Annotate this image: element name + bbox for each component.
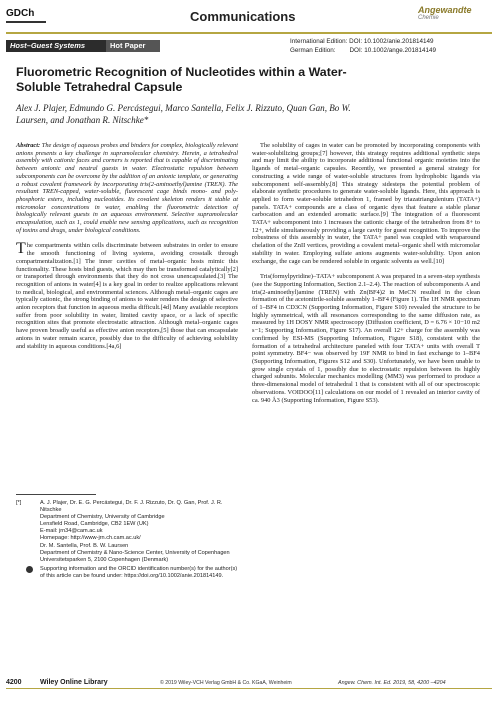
abstract-text: The design of aqueous probes and binders for complex, biologically relevant anions presents a key challenge in supramolecular chemistry. Herein, a tetrahedral assembly with cationic faces and corners is reported that is capable of discriminating between anionic and neutral guests in water. Electrostatic repulsion between subcomponents can be overcome by the addition of an anionic template, or generating a robust covalent framework by incorporating tris(2-aminoethyl)amine (TREN). The resultant TREN-capped, water-soluble, fluorescent cage binds mono- and poly-phosphoric esters, including nucleotides. Its covalent skeleton renders it stable at micromolar concentrations in water, enabling the fluorometric detection of biologically relevant guests in an aqueous environment. Selective supramolecular encapsulation, such as 1, could enable new sensing applications, such as recognition of toxins and drugs, under biological conditions. (16, 142, 238, 234)
body-paragraph-text: he compartments within cells discriminate between substrates in order to ensure the smooth functioning of living systems, avoiding crosstalk through compartmentalization.[1] The inner cavities of metal–organic hosts mimic this functionality. These hosts bind guests, which may then be transformed catalytically[2] or transported through environments that they do not cross unencapsulated.[3] The recognition of anions in water[4] is a key goal in order to realize applications relevant to medical, biological, and environmental sciences. Although metal–organic cages are typically cationic, the strong binding of anions to water renders the design of selective anion receptors that function in aqueous media difficult.[4d] Many available receptors suffer from poor solubility in water, limited cavity space, or a lack of specific recognition sites that promote electrostatic attraction. Although metal–organic cages have proven broadly useful as effective anion receptors,[5] those that can encapsulate anions in water remain scarce, possibly due to the difficulty of achieving solubility and stability in aqueous conditions.[4a,6] (16, 242, 238, 350)
footnote-divider (16, 494, 96, 495)
page-number: 4200 (6, 679, 22, 686)
topic-badge: Host–Guest Systems (6, 40, 106, 52)
affiliation-2-address: Universitetsparken 5, 2100 Copenhagen (Denmark) (40, 556, 169, 563)
orcid-icon (26, 566, 33, 573)
supporting-info-note (16, 566, 238, 580)
body-paragraph (16, 242, 238, 350)
right-column (252, 142, 480, 404)
doi-german[interactable]: German Edition: DOI: 10.1002/ange.201814149 (290, 46, 436, 54)
affiliation-1-homepage[interactable]: Homepage: http://www-jrn.ch.cam.ac.uk/ (40, 535, 141, 542)
doi-info (290, 38, 436, 55)
copyright-notice: © 2019 Wiley-VCH Verlag GmbH & Co. KGaA, Weinheim (160, 680, 292, 686)
affiliation-2-dept: Department of Chemistry & Nano-Science Center, University of Copenhagen (40, 549, 230, 556)
publisher-name[interactable]: Wiley Online Library (40, 679, 108, 686)
drop-cap: T (16, 240, 26, 258)
doi-international[interactable]: International Edition: DOI: 10.1002/anie.201814149 (290, 38, 434, 45)
angewandte-logo (418, 6, 472, 22)
footnote-mark: [*] (16, 500, 22, 506)
left-column (16, 142, 238, 350)
affiliation-1-email[interactable]: E-mail: jrn34@cam.ac.uk (40, 528, 103, 535)
affiliation-2-names: Dr. M. Santella, Prof. B. W. Laursen (40, 542, 129, 549)
header-divider (6, 32, 492, 34)
gdch-logo-underline (6, 21, 46, 23)
abstract (16, 142, 238, 234)
footer-divider (6, 688, 492, 689)
gdch-logo: GDCh (6, 8, 35, 19)
author-list: Alex J. Plajer, Edmundo G. Percástegui, Marco Santella, Felix J. Rizzuto, Quan Gan, Bo W. Laursen, and Jonathan R. Nitschke* (16, 103, 351, 125)
journal-logo-line2: Chemie (418, 15, 439, 21)
article-title: Fluorometric Recognition of Nucleotides within a Water-Soluble Tetrahedral Capsule (16, 65, 347, 94)
abstract-label: Abstract: (16, 142, 41, 149)
affiliations-footnote (16, 500, 238, 580)
affiliation-1-dept: Department of Chemistry, University of Cambridge (40, 514, 165, 521)
body-paragraph: The solubility of cages in water can be promoted by incorporating components with water-solubilizing groups;[7] however, this strategy requires additional synthetic steps and may limit the ability to incorporate additional functional organic moieties into the ligands of metal–organic capsules. Recently, we presented a general strategy for constructing a wide range of water-soluble structures from hydrophobic ligands via subcomponent self-assembly.[8] This strategy sidesteps the potential problem of elaborate synthetic procedures to generate water-soluble ligands. Here, this approach is applied to form water-soluble tetrahedron 1, framed by triazatriangulenium (TATA+) panels. TATA+ compounds are a class of organic dyes that feature a stable planar carbocation and an extended aromatic surface.[9] The integration of a fluorescent TATA+ subcomponent into 1 increases the cationic charge of the tetrahedron from 8+ to 12+, while simultaneously providing a large cavity for guest recognition. To improve the robustness of this assembly in water, the TATA+ panel was coupled with wraparound chelation of the ZnII vertices, providing a covalent metal–organic shell with micromolar stability in water. Employing sulfate anions augments water-solubility. Upon anion exchange, the cage can be rendered soluble in organic solvents as well.[10] (252, 142, 480, 265)
affiliation-1-names: A. J. Plajer, Dr. E. G. Percástegui, Dr. F. J. Rizzuto, Dr. Q. Gan, Prof. J. R. Nitschke (40, 500, 223, 514)
hot-paper-badge: Hot Paper (106, 40, 160, 52)
journal-logo-line1: Angewandte (418, 5, 472, 15)
affiliation-1-address: Lensfield Road, Cambridge, CB2 1EW (UK) (40, 521, 149, 528)
body-paragraph: Tris(formylpyridine)–TATA+ subcomponent A was prepared in a seven-step synthesis (see the Supporting Information, Section 2.1–2.4). The reaction of subcomponents A and tris(2-aminoethyl)amine (TREN) with Zn(BF4)2 in MeCN resulted in the clean formation of the acetonitrile-soluble assembly 1–BF4 (Figure 1). The 1H NMR spectrum of 1–BF4 in CD3CN (Supporting Information, Figure S10) revealed the structure to be highly symmetrical, with all resonances corresponding to the same diffusion rate, as measured by 1H DOSY NMR spectroscopy (Diffusion coefficient, D = 6.76 × 10−10 m2 s−1; Supporting Information, Figure S17). An overall 12+ charge for the assembly was confirmed by ESI-MS (Supporting Information, Figure S18), consistent with the formation of a tetrahedral architecture paneled with four TATA+ units with overall T point symmetry. BF4− was observed by 19F NMR to bind in fast exchange to 1–BF4 (Supporting Information, Figures S12 and S30). Unfortunately, we have been unable to grow single crystals of 1, possibly due to electrostatic repulsion between its highly charged subunits. Molecular mechanics modelling (MM3) was performed to produce a three-dimensional model of tetrahedral 1 that is consistent with all of our spectroscopic observations. VOIDOO[11] calculations on our model of 1 revealed an interior cavity of ca. 940 Å3 (Supporting Information, Figure S53). (252, 273, 480, 404)
supporting-info-text[interactable]: Supporting information and the ORCID identification number(s) for the author(s) of this article can be found under: https://doi.org/10.1002/anie.201814149. (40, 565, 238, 579)
affiliation-1 (16, 500, 238, 564)
journal-citation: Angew. Chem. Int. Ed. 2019, 58, 4200 –4204 (338, 680, 446, 686)
section-title: Communications (190, 9, 296, 24)
